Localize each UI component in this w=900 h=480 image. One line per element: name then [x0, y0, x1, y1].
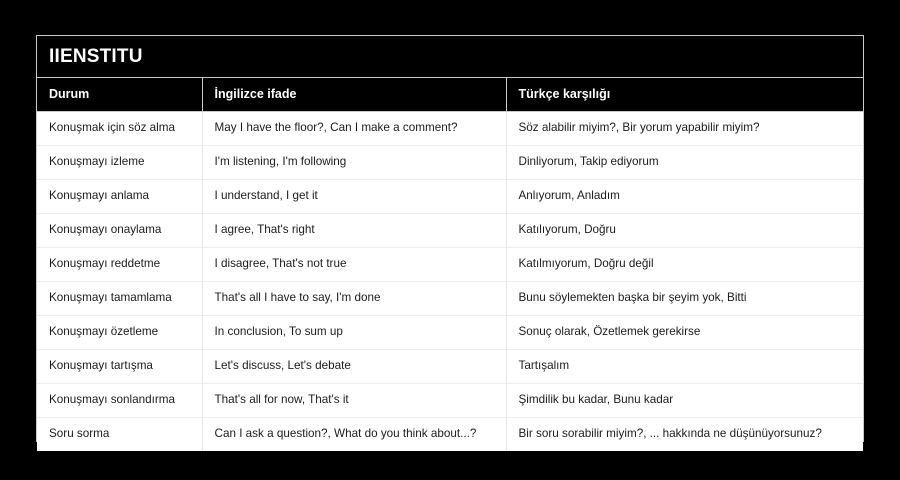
cell-durum: Konuşmak için söz alma — [37, 112, 202, 146]
table-header — [37, 78, 863, 112]
cell-ingilizce: That's all I have to say, I'm done — [202, 282, 506, 316]
cell-turkce: Tartışalım — [506, 350, 863, 384]
cell-ingilizce: Can I ask a question?, What do you think about...? — [202, 418, 506, 452]
table-row — [37, 418, 863, 452]
column-header-ingilizce-ifade: İngilizce ifade — [202, 78, 506, 112]
table-row — [37, 282, 863, 316]
table-body — [37, 112, 863, 452]
cell-durum: Konuşmayı anlama — [37, 180, 202, 214]
cell-turkce: Dinliyorum, Takip ediyorum — [506, 146, 863, 180]
cell-ingilizce: I understand, I get it — [202, 180, 506, 214]
cell-turkce: Söz alabilir miyim?, Bir yorum yapabilir miyim? — [506, 112, 863, 146]
cell-durum: Konuşmayı özetleme — [37, 316, 202, 350]
cell-durum: Konuşmayı reddetme — [37, 248, 202, 282]
cell-ingilizce: May I have the floor?, Can I make a comment? — [202, 112, 506, 146]
phrase-table — [37, 78, 863, 451]
column-header-durum: Durum — [37, 78, 202, 112]
phrase-table-card — [36, 35, 864, 442]
table-row — [37, 248, 863, 282]
table-row — [37, 112, 863, 146]
brand-bar — [37, 36, 863, 78]
cell-ingilizce: Let's discuss, Let's debate — [202, 350, 506, 384]
table-row — [37, 316, 863, 350]
cell-turkce: Anlıyorum, Anladım — [506, 180, 863, 214]
cell-turkce: Katılıyorum, Doğru — [506, 214, 863, 248]
cell-ingilizce: I disagree, That's not true — [202, 248, 506, 282]
cell-ingilizce: I agree, That's right — [202, 214, 506, 248]
brand-logo: IIENSTITU — [49, 46, 143, 67]
cell-ingilizce: In conclusion, To sum up — [202, 316, 506, 350]
cell-durum: Konuşmayı sonlandırma — [37, 384, 202, 418]
cell-durum: Konuşmayı tartışma — [37, 350, 202, 384]
cell-ingilizce: I'm listening, I'm following — [202, 146, 506, 180]
cell-durum: Soru sorma — [37, 418, 202, 452]
table-row — [37, 350, 863, 384]
table-header-row — [37, 78, 863, 112]
column-header-turkce-karsiligi: Türkçe karşılığı — [506, 78, 863, 112]
cell-turkce: Bir soru sorabilir miyim?, ... hakkında ne düşünüyorsunuz? — [506, 418, 863, 452]
cell-durum: Konuşmayı izleme — [37, 146, 202, 180]
table-row — [37, 384, 863, 418]
cell-durum: Konuşmayı onaylama — [37, 214, 202, 248]
cell-durum: Konuşmayı tamamlama — [37, 282, 202, 316]
cell-turkce: Sonuç olarak, Özetlemek gerekirse — [506, 316, 863, 350]
table-row — [37, 146, 863, 180]
cell-turkce: Şimdilik bu kadar, Bunu kadar — [506, 384, 863, 418]
cell-turkce: Bunu söylemekten başka bir şeyim yok, Bitti — [506, 282, 863, 316]
table-row — [37, 214, 863, 248]
cell-turkce: Katılmıyorum, Doğru değil — [506, 248, 863, 282]
cell-ingilizce: That's all for now, That's it — [202, 384, 506, 418]
table-row — [37, 180, 863, 214]
